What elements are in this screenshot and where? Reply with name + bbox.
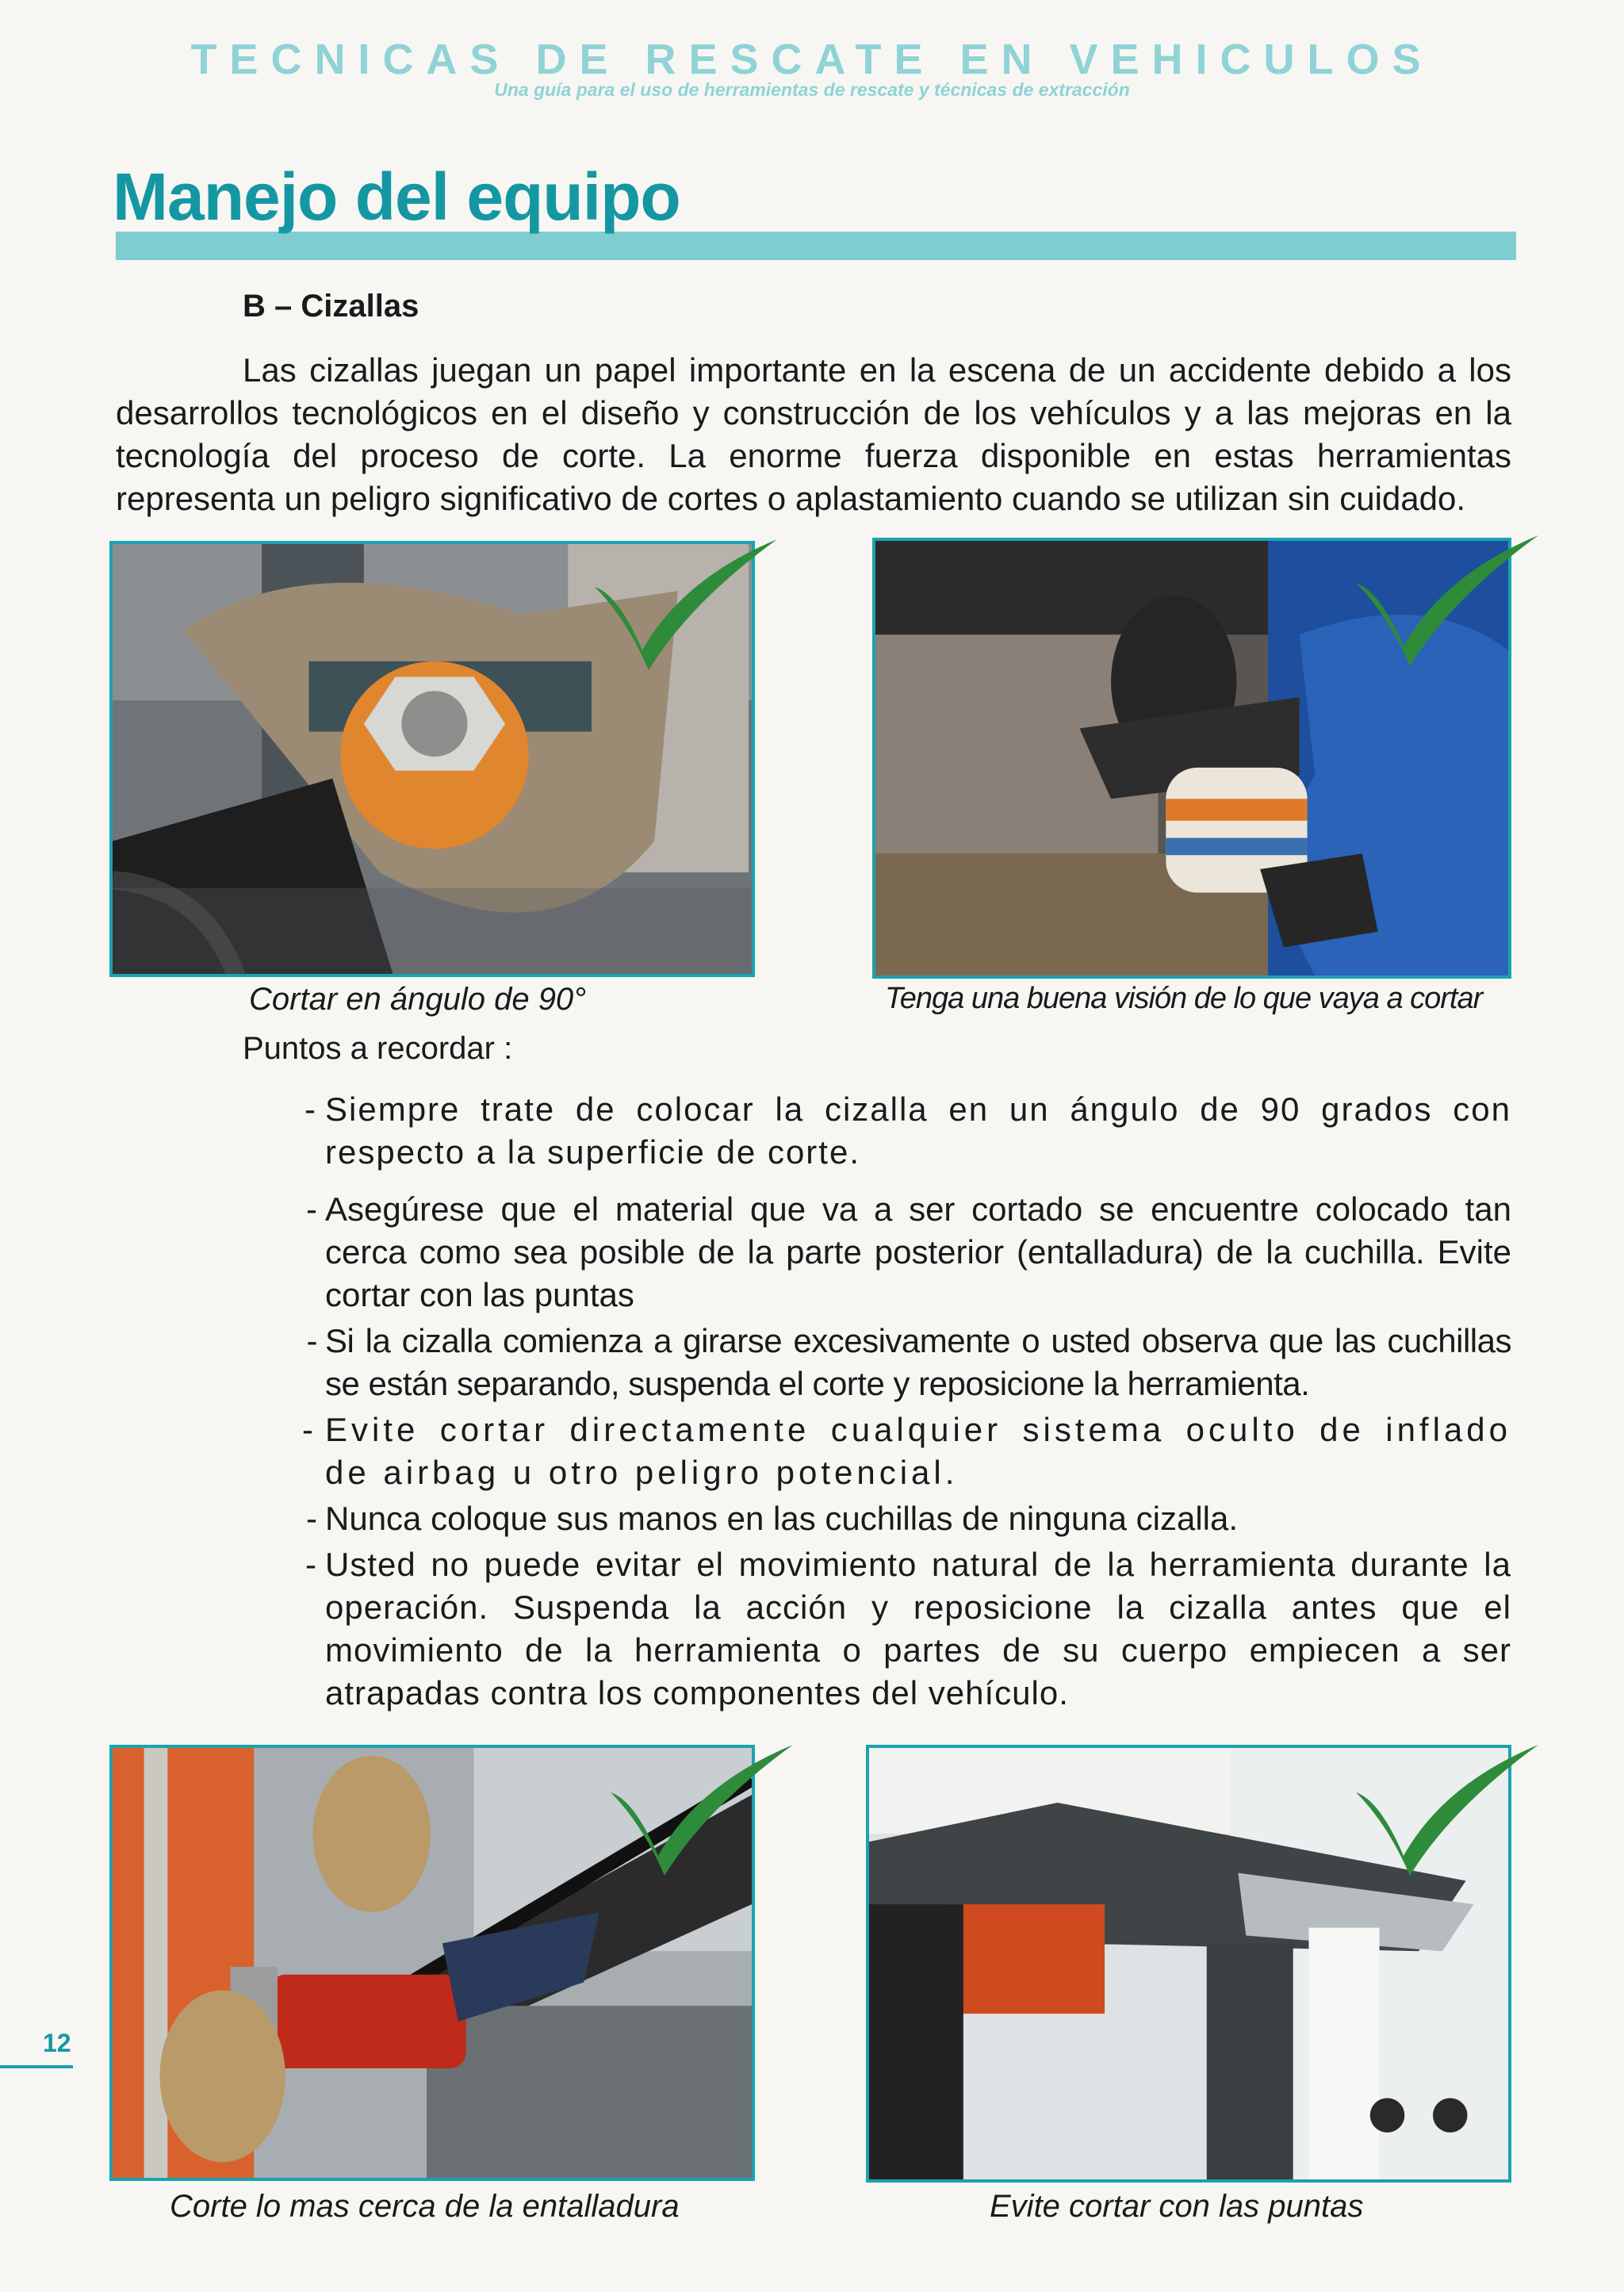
list-item: - Evite cortar directamente cualquier sistema oculto de inflado de airbag u otro peligro potencial.	[302, 1411, 1511, 1491]
section-underline-bar	[116, 232, 1516, 260]
intro-paragraph	[116, 349, 1511, 520]
list-item: - Usted no puede evitar el movimiento natural de la herramienta durante la operación. Suspenda la acción y reposicione la cizalla antes que el movimiento de la herramienta o partes de su cuerpo empiecen a ser atrapadas contra los componentes del vehículo.	[305, 1546, 1511, 1711]
points-heading: Puntos a recordar :	[243, 1031, 513, 1066]
header-subtitle: Una guía para el uso de herramientas de rescate y técnicas de extracción	[494, 79, 1130, 100]
checkmark-icon	[1348, 527, 1546, 670]
intro-text: Las cizallas juegan un papel importante en la escena de un accidente debido a los desarrollos tecnológicos en el diseño y construcción de los vehículos y a las mejoras en la tecnología del proceso de corte. La enorme fuerza disponible en estas herramientas representa un peligro significativo de cortes o aplastamiento cuando se utilizan sin cuidado.	[116, 351, 1511, 517]
caption-cut-90: Cortar en ángulo de 90°	[249, 982, 587, 1017]
checkmark-icon	[603, 1737, 801, 1880]
caption-cut-close-notch: Corte lo mas cerca de la entalladura	[170, 2189, 680, 2224]
points-list	[302, 1088, 1511, 1718]
caption-good-vision: Tenga una buena visión de lo que vaya a cortar	[885, 982, 1483, 1015]
subheading: B – Cizallas	[243, 289, 419, 324]
checkmark-icon	[587, 531, 785, 674]
caption-avoid-tips: Evite cortar con las puntas	[990, 2189, 1364, 2224]
header-title: TECNICAS DE RESCATE EN VEHICULOS	[190, 36, 1434, 83]
page-number-rule	[0, 2065, 73, 2068]
checkmark-icon	[1348, 1737, 1546, 1880]
page-number: 12	[43, 2029, 71, 2057]
list-item: - Si la cizalla comienza a girarse excesivamente o usted observa que las cuchillas se están separando, suspenda el corte y reposicione la herramienta.	[306, 1322, 1511, 1402]
list-item: - Asegúrese que el material que va a ser cortado se encuentre colocado tan cerca como sea posible de la parte posterior (entalladura) de la cuchilla. Evite cortar con las puntas	[306, 1190, 1511, 1313]
section-title: Manejo del equipo	[113, 159, 680, 234]
list-item: - Siempre trate de colocar la cizalla en un ángulo de 90 grados con respecto a la superficie de corte.	[304, 1090, 1511, 1171]
list-item: - Nunca coloque sus manos en las cuchillas de ninguna cizalla.	[306, 1500, 1239, 1537]
